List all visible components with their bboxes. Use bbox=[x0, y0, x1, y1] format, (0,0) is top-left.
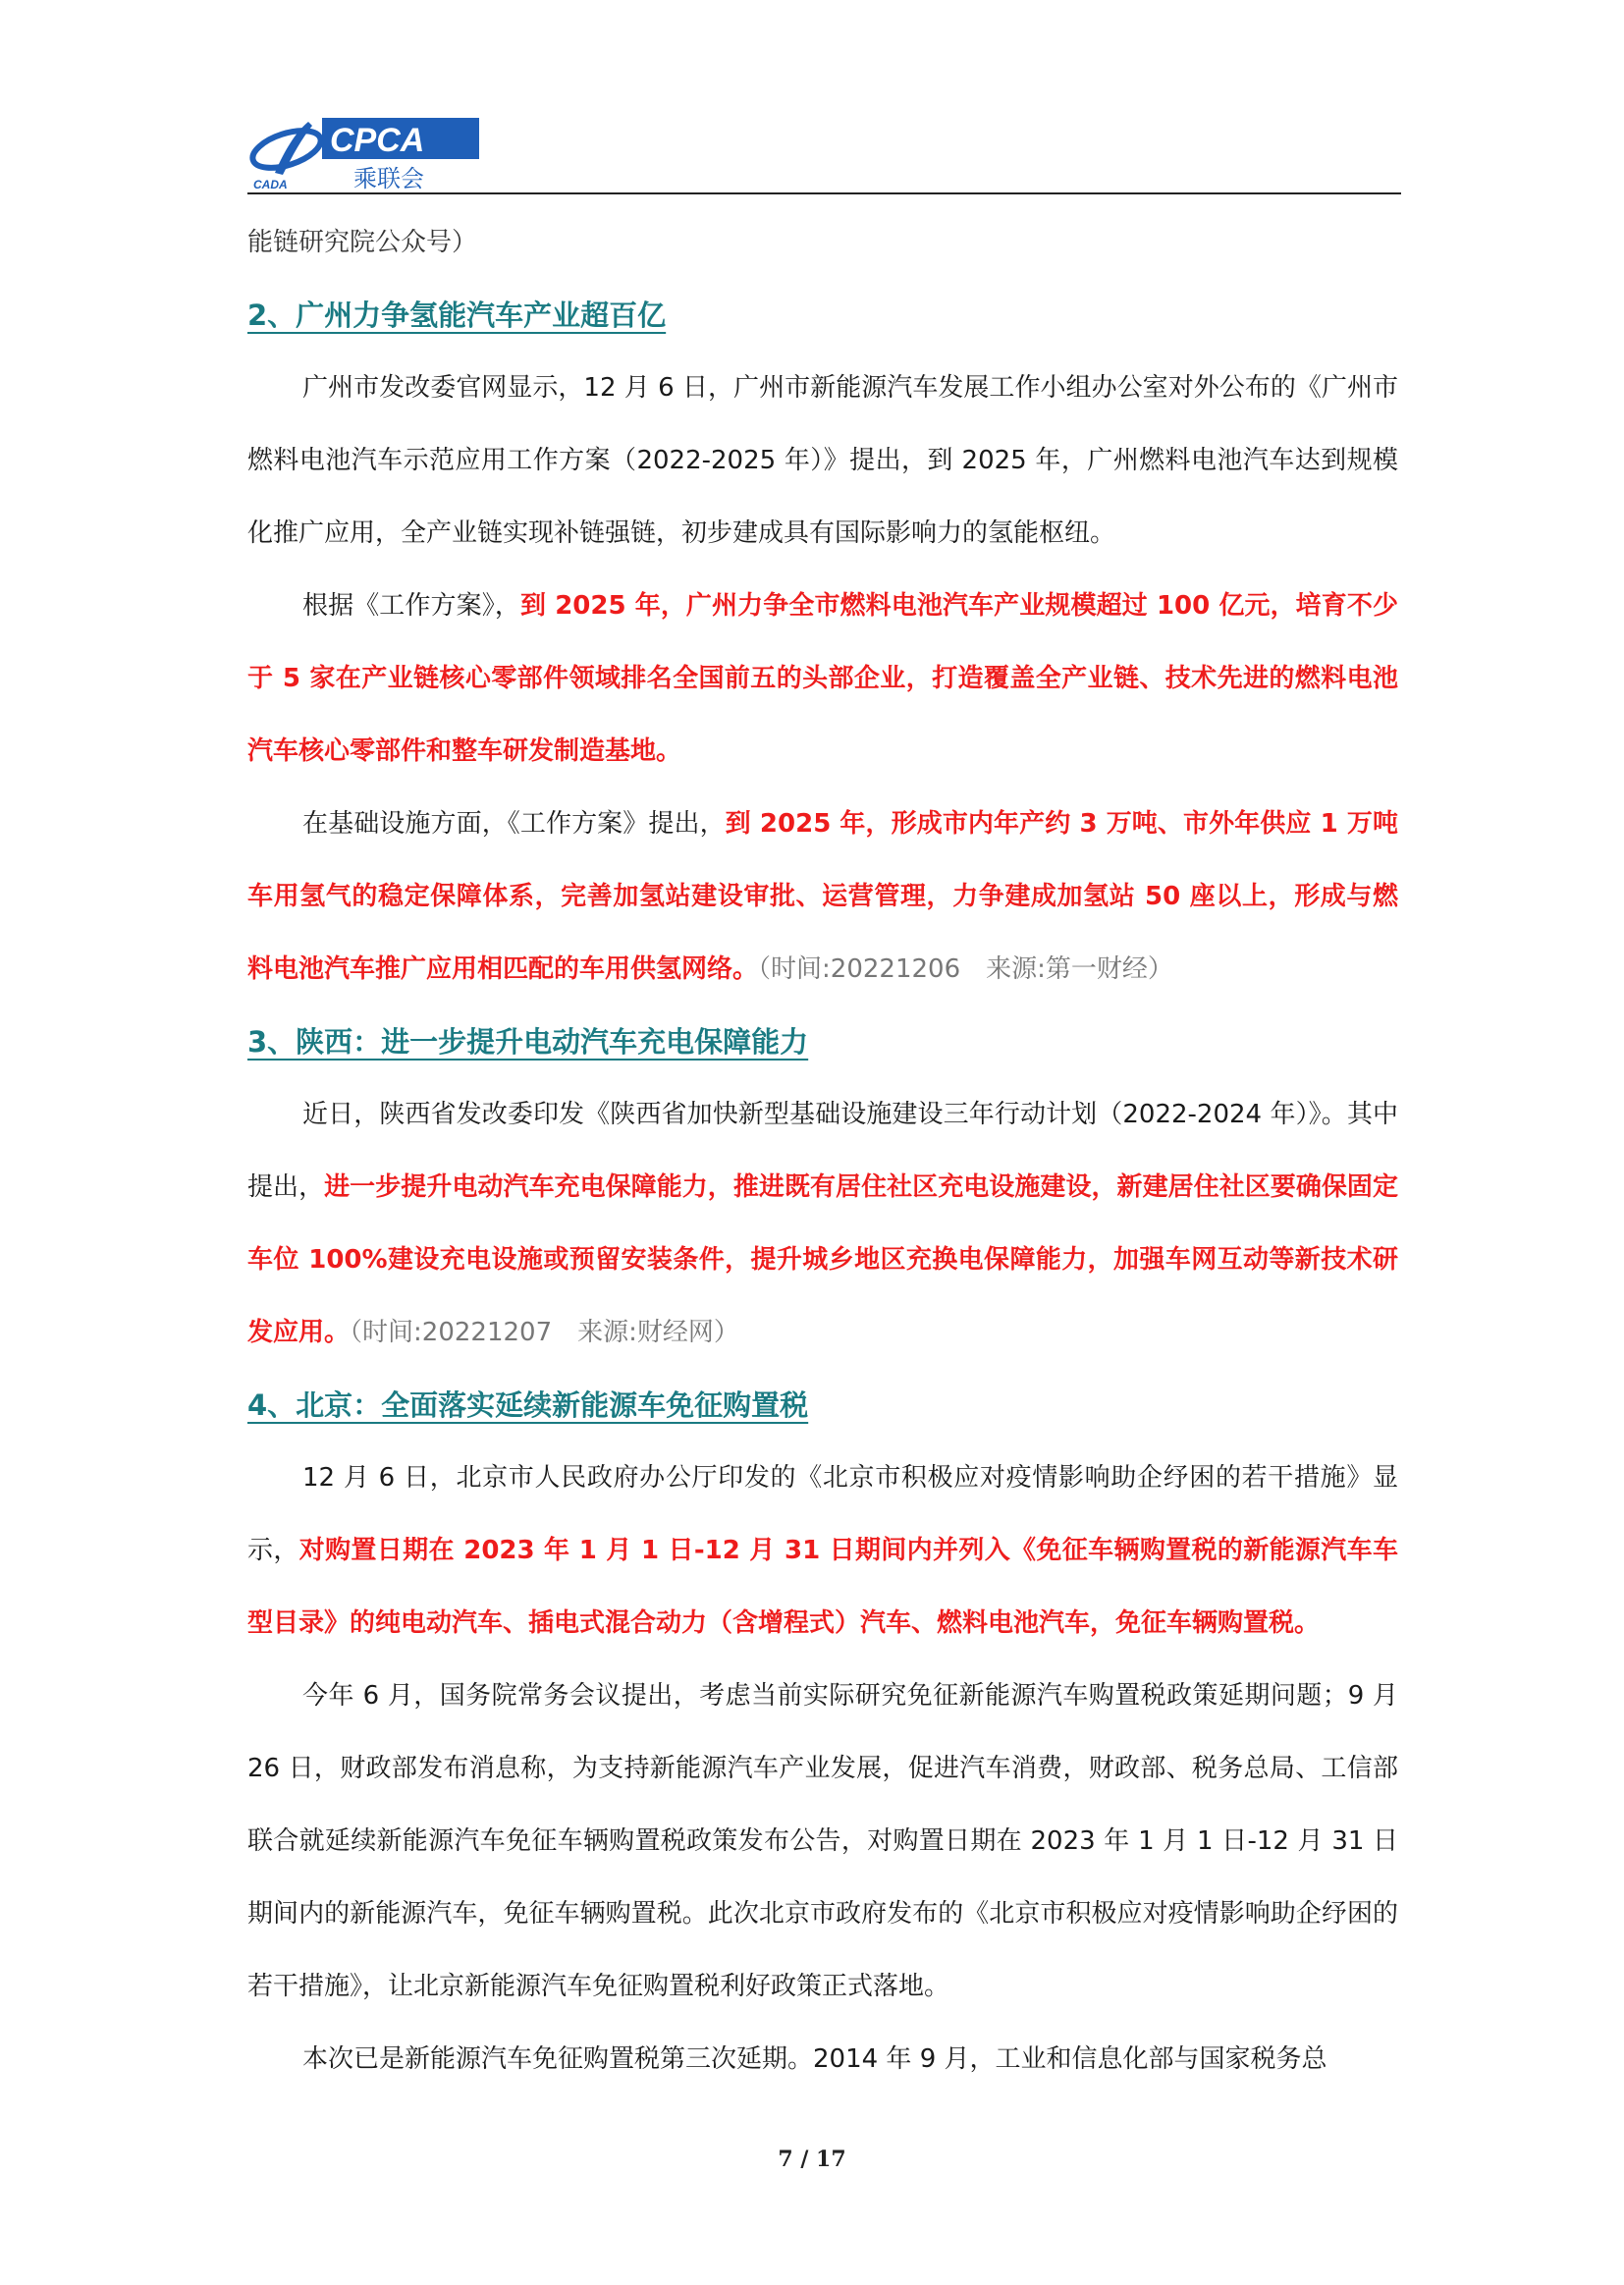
svg-text:CPCA: CPCA bbox=[330, 122, 425, 159]
highlight-text: 进一步提升电动汽车充电保障能力，推进既有居住社区充电设施建设，新建居住社区要确保固定车位 100%建设充电设施或预留安装条件，提升城乡地区充换电保障能力，加强车网互动等新技术研发应用。 bbox=[247, 1172, 1398, 1347]
paragraph: 广州市发改委官网显示，12 月 6 日，广州市新能源汽车发展工作小组办公室对外公布的《广州市燃料电池汽车示范应用工作方案（2022-2025 年）》提出，到 2025 年，广州燃料电池汽车达到规模化推广应用，全产业链实现补链强链，初步建成具有国际影响力的氢能枢纽。 bbox=[247, 373, 1398, 548]
paragraph bbox=[247, 1078, 1398, 1369]
svg-text:CADA: CADA bbox=[253, 178, 288, 191]
source-note: （时间:20221206 来源:第一财经） bbox=[758, 954, 1173, 984]
paragraph-text: 在基础设施方面，《工作方案》提出， bbox=[302, 809, 726, 839]
svg-text:乘联会: 乘联会 bbox=[353, 165, 424, 192]
paragraph-text: 12 月 6 日，北京市人民政府办公厅印发的《北京市积极应对疫情影响助企纾困的若干措施》显示， bbox=[247, 1463, 1398, 1565]
section-heading-guangzhou: 2、广州力争氢能汽车产业超百亿 bbox=[247, 299, 667, 332]
highlight-text: 对购置日期在 2023 年 1 月 1 日-12 月 31 日期间内并列入《免征车辆购置税的新能源汽车车型目录》的纯电动汽车、插电式混合动力（含增程式）汽车、燃料电池汽车，免征车辆购置税。 bbox=[247, 1536, 1398, 1638]
paragraph bbox=[247, 570, 1398, 788]
paragraph: 今年 6 月，国务院常务会议提出，考虑当前实际研究免征新能源汽车购置税政策延期问题；9 月 26 日，财政部发布消息称，为支持新能源汽车产业发展，促进汽车消费，财政部、税务总局、工信部联合就延续新能源汽车免征车辆购置税政策发布公告，对购置日期在 2023 年 1 月 1 日-12 月 31 日期间内的新能源汽车，免征车辆购置税。此次北京市政府发布的《北京市积极应对疫情影响助企纾困的若干措施》，让北京新能源汽车免征购置税利好政策正式落地。 bbox=[247, 1681, 1398, 2001]
paragraph bbox=[247, 1442, 1398, 1659]
paragraph bbox=[247, 788, 1398, 1006]
section-heading-beijing: 4、北京：全面落实延续新能源车免征购置税 bbox=[247, 1388, 809, 1422]
highlight-text: 到 2025 年，形成市内年产约 3 万吨、市外年供应 1 万吨车用氢气的稳定保障体系，完善加氢站建设审批、运营管理，力争建成加氢站 50 座以上，形成与燃料电池汽车推广应用相匹配的车用供氢网络。 bbox=[247, 809, 1398, 984]
page-header bbox=[247, 116, 1401, 196]
continued-fragment: 能链研究院公众号） bbox=[247, 228, 478, 257]
paragraph-text: 根据《工作方案》， bbox=[302, 591, 520, 621]
page-number: 7 / 17 bbox=[778, 2147, 846, 2172]
source-note: （时间:20221207 来源:财经网） bbox=[350, 1318, 739, 1347]
paragraph: 本次已是新能源汽车免征购置税第三次延期。2014 年 9 月，工业和信息化部与国家税务总 bbox=[302, 2044, 1327, 2074]
header-rule bbox=[247, 192, 1401, 194]
highlight-text: 到 2025 年，广州力争全市燃料电池汽车产业规模超过 100 亿元，培育不少于 5 家在产业链核心零部件领域排名全国前五的头部企业，打造覆盖全产业链、技术先进的燃料电池汽车核心零部件和整车研发制造基地。 bbox=[247, 591, 1398, 766]
document-body bbox=[247, 200, 1398, 2095]
section-heading-shaanxi: 3、陕西：进一步提升电动汽车充电保障能力 bbox=[247, 1025, 809, 1059]
paragraph-text: 近日，陕西省发改委印发《陕西省加快新型基础设施建设三年行动计划（2022-2024 年）》。其中提出， bbox=[247, 1100, 1398, 1202]
cpca-logo bbox=[247, 116, 483, 192]
